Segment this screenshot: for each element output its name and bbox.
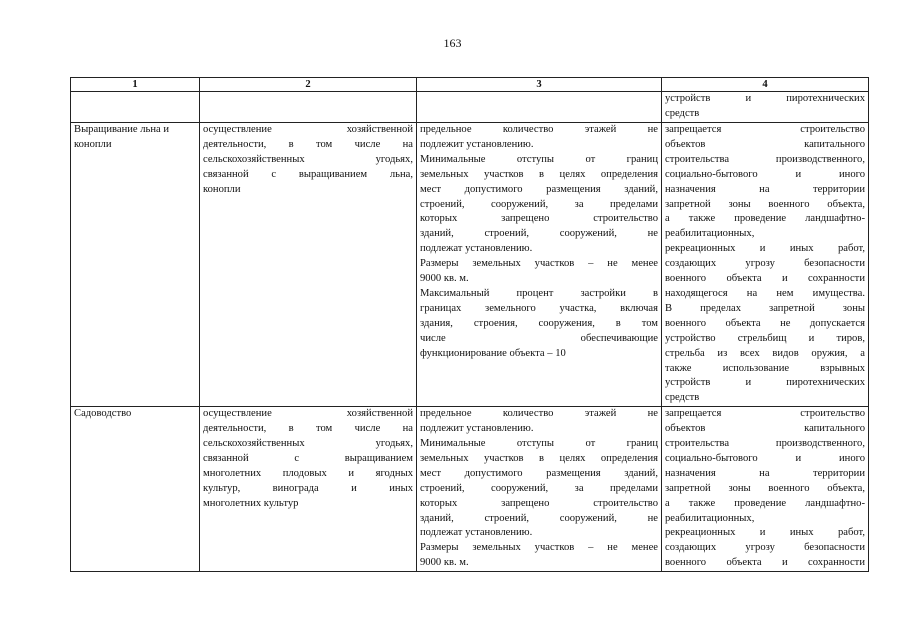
cell-text-line: границах земельного участка, включая [420,302,658,314]
cell-text-line: находящегося на нем имущества. [665,287,865,299]
page-number: 163 [443,36,462,50]
cell-restrictions-gardening [662,407,869,572]
cell-text-line: Садоводство [74,408,132,420]
cell-text-line: Минимальные отступы от границ [420,438,658,450]
cell-text-line: мест допустимого размещения зданий, [420,183,658,195]
header-col-1: 1 [71,78,200,92]
cell-text-line: зданий, строений, сооружений, не [420,228,658,240]
cell-text-line: многолетних культур [203,497,299,509]
cell-text-line: устройство стрельбищ и тиров, [665,332,865,344]
cell-text-line: объектов капитального [665,423,865,435]
cell-parameters-gardening [417,407,662,572]
cell-text-line: рекреационных и иных работ, [665,243,865,255]
cell-text-line: военного объекта и сохранности [665,557,865,569]
cell-text-line: здания, строения, сооружения, в том [420,317,658,329]
cell-text-line: культур, винограда и иных [203,482,413,494]
cell-text-line: В пределах запретной зоны [665,302,865,314]
cell-text-line: строительства производственного, [665,438,865,450]
cell-text-line: деятельности, в том числе на [203,423,413,435]
cell-text-line: подлежат установлению. [420,243,533,255]
cell-text-line: мест допустимого размещения зданий, [420,467,658,479]
cell-restrictions-flax [662,123,869,407]
cell-text-line: Минимальные отступы от границ [420,153,658,165]
cell-text-line: строений, сооружений, за пределами [420,482,658,494]
cell-text-line: также использование взрывных [665,362,865,374]
cell-text-line: запрещается строительство [665,124,865,135]
cell-text-line: строительства производственного, [665,153,865,165]
cell-text-line: назначения на территории [665,183,865,195]
cell-parameters-flax [417,123,662,407]
cell-text-line: запретной зоны военного объекта, [665,198,865,210]
cell-empty-2 [200,92,417,123]
cell-text-line: предельное количество этажей не [420,408,658,420]
cell-text-line: устройств и пиротехнических [665,93,865,104]
cell-text-line: социально-бытового и иного [665,452,865,464]
cell-use-description-flax [200,123,417,407]
table-row-gardening [71,407,869,572]
cell-text-line: связанной с выращиванием льна, [203,168,413,180]
cell-text-line: средств [665,392,700,404]
cell-text-line: 9000 кв. м. [420,273,469,285]
cell-text-line: объектов капитального [665,138,865,150]
table-row-flax [71,123,869,407]
cell-text-line: предельное количество этажей не [420,124,658,135]
cell-text-line: запрещается строительство [665,408,865,420]
cell-text-line: стрельба из всех видов оружия, а [665,347,865,359]
cell-text-line: средств [665,107,700,119]
cell-text-line: многолетних плодовых и ягодных [203,467,413,479]
cell-text-line: которых запрещено строительство [420,497,658,509]
cell-text-line: Размеры земельных участков – не менее [420,258,658,270]
cell-text-line: которых запрещено строительство [420,213,658,225]
table-row-continuation [71,92,869,123]
cell-text-line: создающих угрозу безопасности [665,542,865,554]
cell-text-line: земельных участков в целях определения [420,168,658,180]
cell-text-line: реабилитационных, [665,228,755,240]
cell-text-line: а также проведение ландшафтно- [665,213,865,225]
cell-text-line: подлежит установлению. [420,423,534,435]
cell-text-line: назначения на территории [665,467,865,479]
regulations-table [70,77,869,572]
cell-restrictions-continued [662,92,869,123]
cell-text-line: рекреационных и иных работ, [665,527,865,539]
header-col-4: 4 [662,78,869,92]
cell-text-line: земельных участков в целях определения [420,452,658,464]
cell-use-name-flax [71,123,200,407]
cell-text-line: функционирование объекта – 10 [420,347,566,359]
cell-text-line: Выращивание льна и [74,124,170,135]
cell-text-line: социально-бытового и иного [665,168,865,180]
cell-text-line: осуществление хозяйственной [203,408,413,420]
cell-text-line: сельскохозяйственных угодьях, [203,438,413,450]
cell-text-line: сельскохозяйственных угодьях, [203,153,413,165]
cell-text-line: устройств и пиротехнических [665,377,865,389]
cell-text-line: военного объекта и сохранности [665,273,865,285]
cell-text-line: создающих угрозу безопасности [665,258,865,270]
cell-text-line: числе обеспечивающие [420,332,658,344]
header-col-3: 3 [417,78,662,92]
cell-text-line: осуществление хозяйственной [203,124,413,135]
cell-text-line: деятельности, в том числе на [203,138,413,150]
cell-text-line: зданий, строений, сооружений, не [420,512,658,524]
cell-text-line: 9000 кв. м. [420,557,469,569]
cell-text-line: подлежит установлению. [420,138,534,150]
table-header-row [71,78,869,92]
cell-empty-1 [71,92,200,123]
cell-text-line: Размеры земельных участков – не менее [420,542,658,554]
cell-text-line: военного объекта не допускается [665,317,865,329]
cell-text-line: подлежат установлению. [420,527,533,539]
cell-use-description-gardening [200,407,417,572]
cell-text-line: Максимальный процент застройки в [420,287,658,299]
cell-use-name-gardening [71,407,200,572]
header-col-2: 2 [200,78,417,92]
cell-text-line: реабилитационных, [665,512,755,524]
cell-empty-3 [417,92,662,123]
cell-text-line: конопли [74,138,112,150]
cell-text-line: запретной зоны военного объекта, [665,482,865,494]
cell-text-line: строений, сооружений, за пределами [420,198,658,210]
cell-text-line: связанной с выращиванием [203,452,413,464]
cell-text-line: а также проведение ландшафтно- [665,497,865,509]
cell-text-line: конопли [203,183,241,195]
